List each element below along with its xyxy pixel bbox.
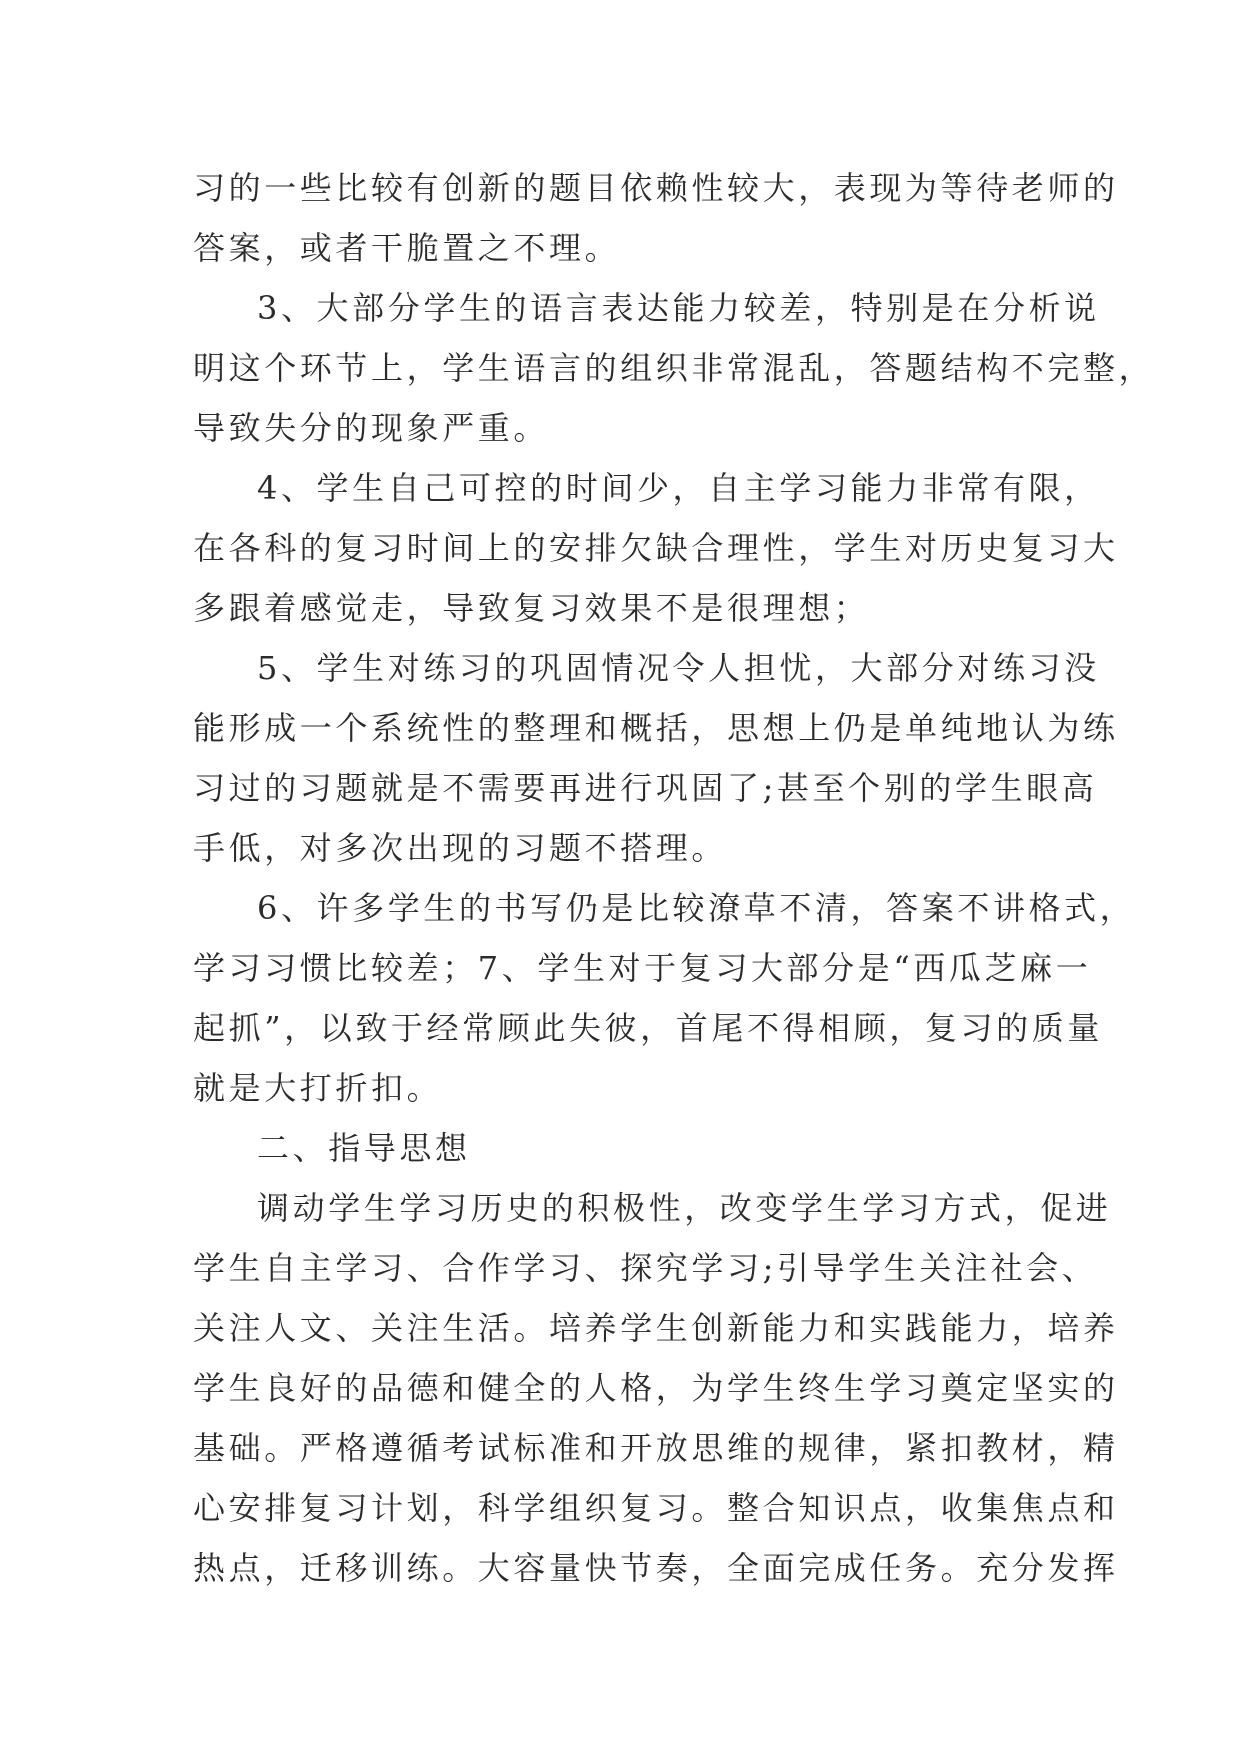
text-line: 明这个环节上，学生语言的组织非常混乱，答题结构不完整， — [193, 349, 1155, 387]
text-line: 答案，或者干脆置之不理。 — [193, 229, 621, 267]
text-line: 习过的习题就是不需要再进行巩固了;甚至个别的学生眼高 — [193, 769, 1098, 807]
text-line: 就是大打折扣。 — [193, 1069, 443, 1107]
text-line: 调动学生学习历史的积极性，改变学生学习方式，促进 — [257, 1189, 1112, 1227]
text-line: 心安排复习计划，科学组织复习。整合知识点，收集焦点和 — [193, 1489, 1119, 1527]
text-line: 学习习惯比较差；7、学生对于复习大部分是“西瓜芝麻一 — [193, 949, 1092, 987]
text-line: 二、指导思想 — [257, 1129, 471, 1167]
text-line: 多跟着感觉走，导致复习效果不是很理想； — [193, 589, 870, 627]
text-line: 基础。严格遵循考试标准和开放思维的规律，紧扣教材，精 — [193, 1429, 1119, 1467]
text-line: 关注人文、关注生活。培养学生创新能力和实践能力，培养 — [193, 1309, 1119, 1347]
text-line: 4、学生自己可控的时间少，自主学习能力非常有限， — [257, 469, 1100, 507]
text-line: 学生良好的品德和健全的人格，为学生终生学习奠定坚实的 — [193, 1369, 1119, 1407]
text-line: 3、大部分学生的语言表达能力较差，特别是在分析说 — [257, 289, 1100, 327]
text-line: 能形成一个系统性的整理和概括，思想上仍是单纯地认为练 — [193, 709, 1119, 747]
text-line: 导致失分的现象严重。 — [193, 409, 550, 447]
text-line: 起抓”，以致于经常顾此失彼，首尾不得相顾，复习的质量 — [193, 1009, 1103, 1047]
document-body-text — [193, 158, 1155, 1598]
text-line: 5、学生对练习的巩固情况令人担忧，大部分对练习没 — [257, 649, 1100, 687]
text-line: 6、许多学生的书写仍是比较潦草不清，答案不讲格式， — [257, 889, 1136, 927]
text-line: 学生自主学习、合作学习、探究学习;引导学生关注社会、 — [193, 1249, 1098, 1287]
text-line: 热点，迁移训练。大容量快节奏，全面完成任务。充分发挥 — [193, 1549, 1119, 1587]
text-line: 手低，对多次出现的习题不搭理。 — [193, 829, 728, 867]
text-line: 习的一些比较有创新的题目依赖性较大，表现为等待老师的 — [193, 169, 1119, 207]
text-line: 在各科的复习时间上的安排欠缺合理性，学生对历史复习大 — [193, 529, 1119, 567]
